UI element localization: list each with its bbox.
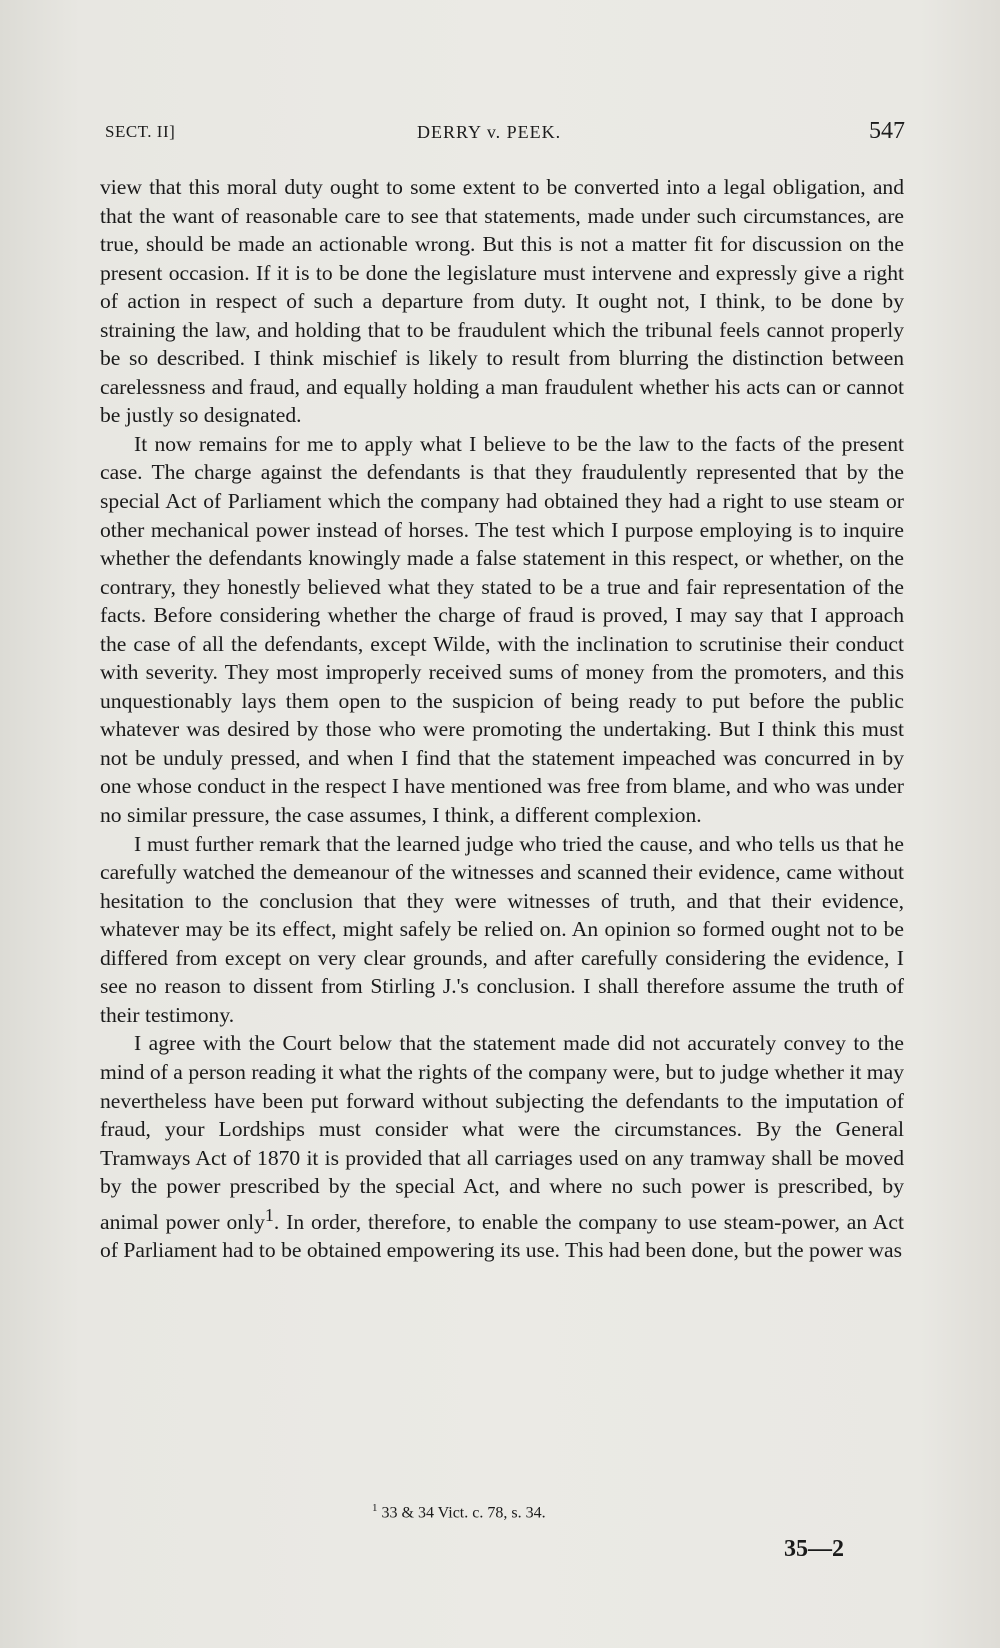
page-number: 547 <box>869 118 905 144</box>
footnote-text: 33 & 34 Vict. c. 78, s. 34. <box>377 1504 546 1522</box>
paragraph-4-text: I agree with the Court below that the statement made did not accurately convey to the mind of a person reading it what the rights of the company were, but to judge whether it may nevertheless have been put forward without subjecting the defendants to the imputation of fraud, your Lordships must consider what were the circumstances. By the General Tramways Act of 1870 it is provided that all carriages used on any tramway shall be moved by the power prescribed by the special Act, and where no such power is prescribed, by animal power only <box>100 1031 904 1234</box>
paragraph-3: I must further remark that the learned judge who tried the cause, and who tells us that he carefully watched the demeanour of the witnesses and scanned their evidence, came without hesitation to the conclusion that they were witnesses of truth, and that their evidence, whatever may be its effect, might safely be relied on. An opinion so formed ought not to be differed from except on very clear grounds, and after carefully considering the evidence, I see no reason to dissent from Stirling J.'s conclusion. I shall therefore assume the truth of their testimony. <box>100 831 904 1027</box>
footnote <box>372 1502 546 1522</box>
section-label: SECT. II] <box>105 122 176 141</box>
paragraph-1: view that this moral duty ought to some extent to be converted into a legal obligation, and that the want of reasonable care to see that statements, made under such circumstances, are true, should be made an actionable wrong. But this is not a matter fit for discussion on the present occasion. If it is to be done the legislature must intervene and expressly give a right of action in respect of such a departure from duty. It ought not, I think, to be done by straining the law, and holding that to be fraudulent which the tribunal feels cannot properly be so described. I think mischief is likely to result from blurring the distinction between carelessness and fraud, and equally holding a man fraudulent whether his acts can or cannot be justly so designated. <box>100 175 904 428</box>
running-title: DERRY v. PEEK. <box>417 122 562 142</box>
paragraph-4-tail: . In order, therefore, to enable the company to use steam-power, an Act of Parliament had to be obtained empowering its use. This had been done, but the power was <box>100 1209 904 1263</box>
paragraph-2: It now remains for me to apply what I believe to be the law to the facts of the present case. The charge against the defendants is that they fraudulently represented that by the special Act of Parliament which the company had obtained they had a right to use steam or other mechanical power instead of horses. The test which I purpose employing is to inquire whether the defendants knowingly made a false statement in this respect, or whether, on the contrary, they honestly believed what they stated to be a true and fair representation of the facts. Before considering whether the charge of fraud is proved, I may say that I approach the case of all the defendants, except Wilde, with the inclination to scrutinise their conduct with severity. They most improperly received sums of money from the promoters, and this unquestionably lays them open to the suspicion of being ready to put before the public whatever was desired by those who were promoting the undertaking. But I think this must not be unduly pressed, and when I find that the statement impeached was concurred in by one whose conduct in the respect I have mentioned was free from blame, and who was under no similar pressure, the case assumes, I think, a different complexion. <box>100 431 904 828</box>
footnote-marker: 1 <box>372 1502 378 1514</box>
running-header <box>105 118 905 148</box>
body-text <box>100 173 904 1265</box>
paragraph-4 <box>100 1029 904 1265</box>
signature-mark: 35—2 <box>784 1536 844 1562</box>
footnote-reference: 1 <box>264 1204 274 1225</box>
